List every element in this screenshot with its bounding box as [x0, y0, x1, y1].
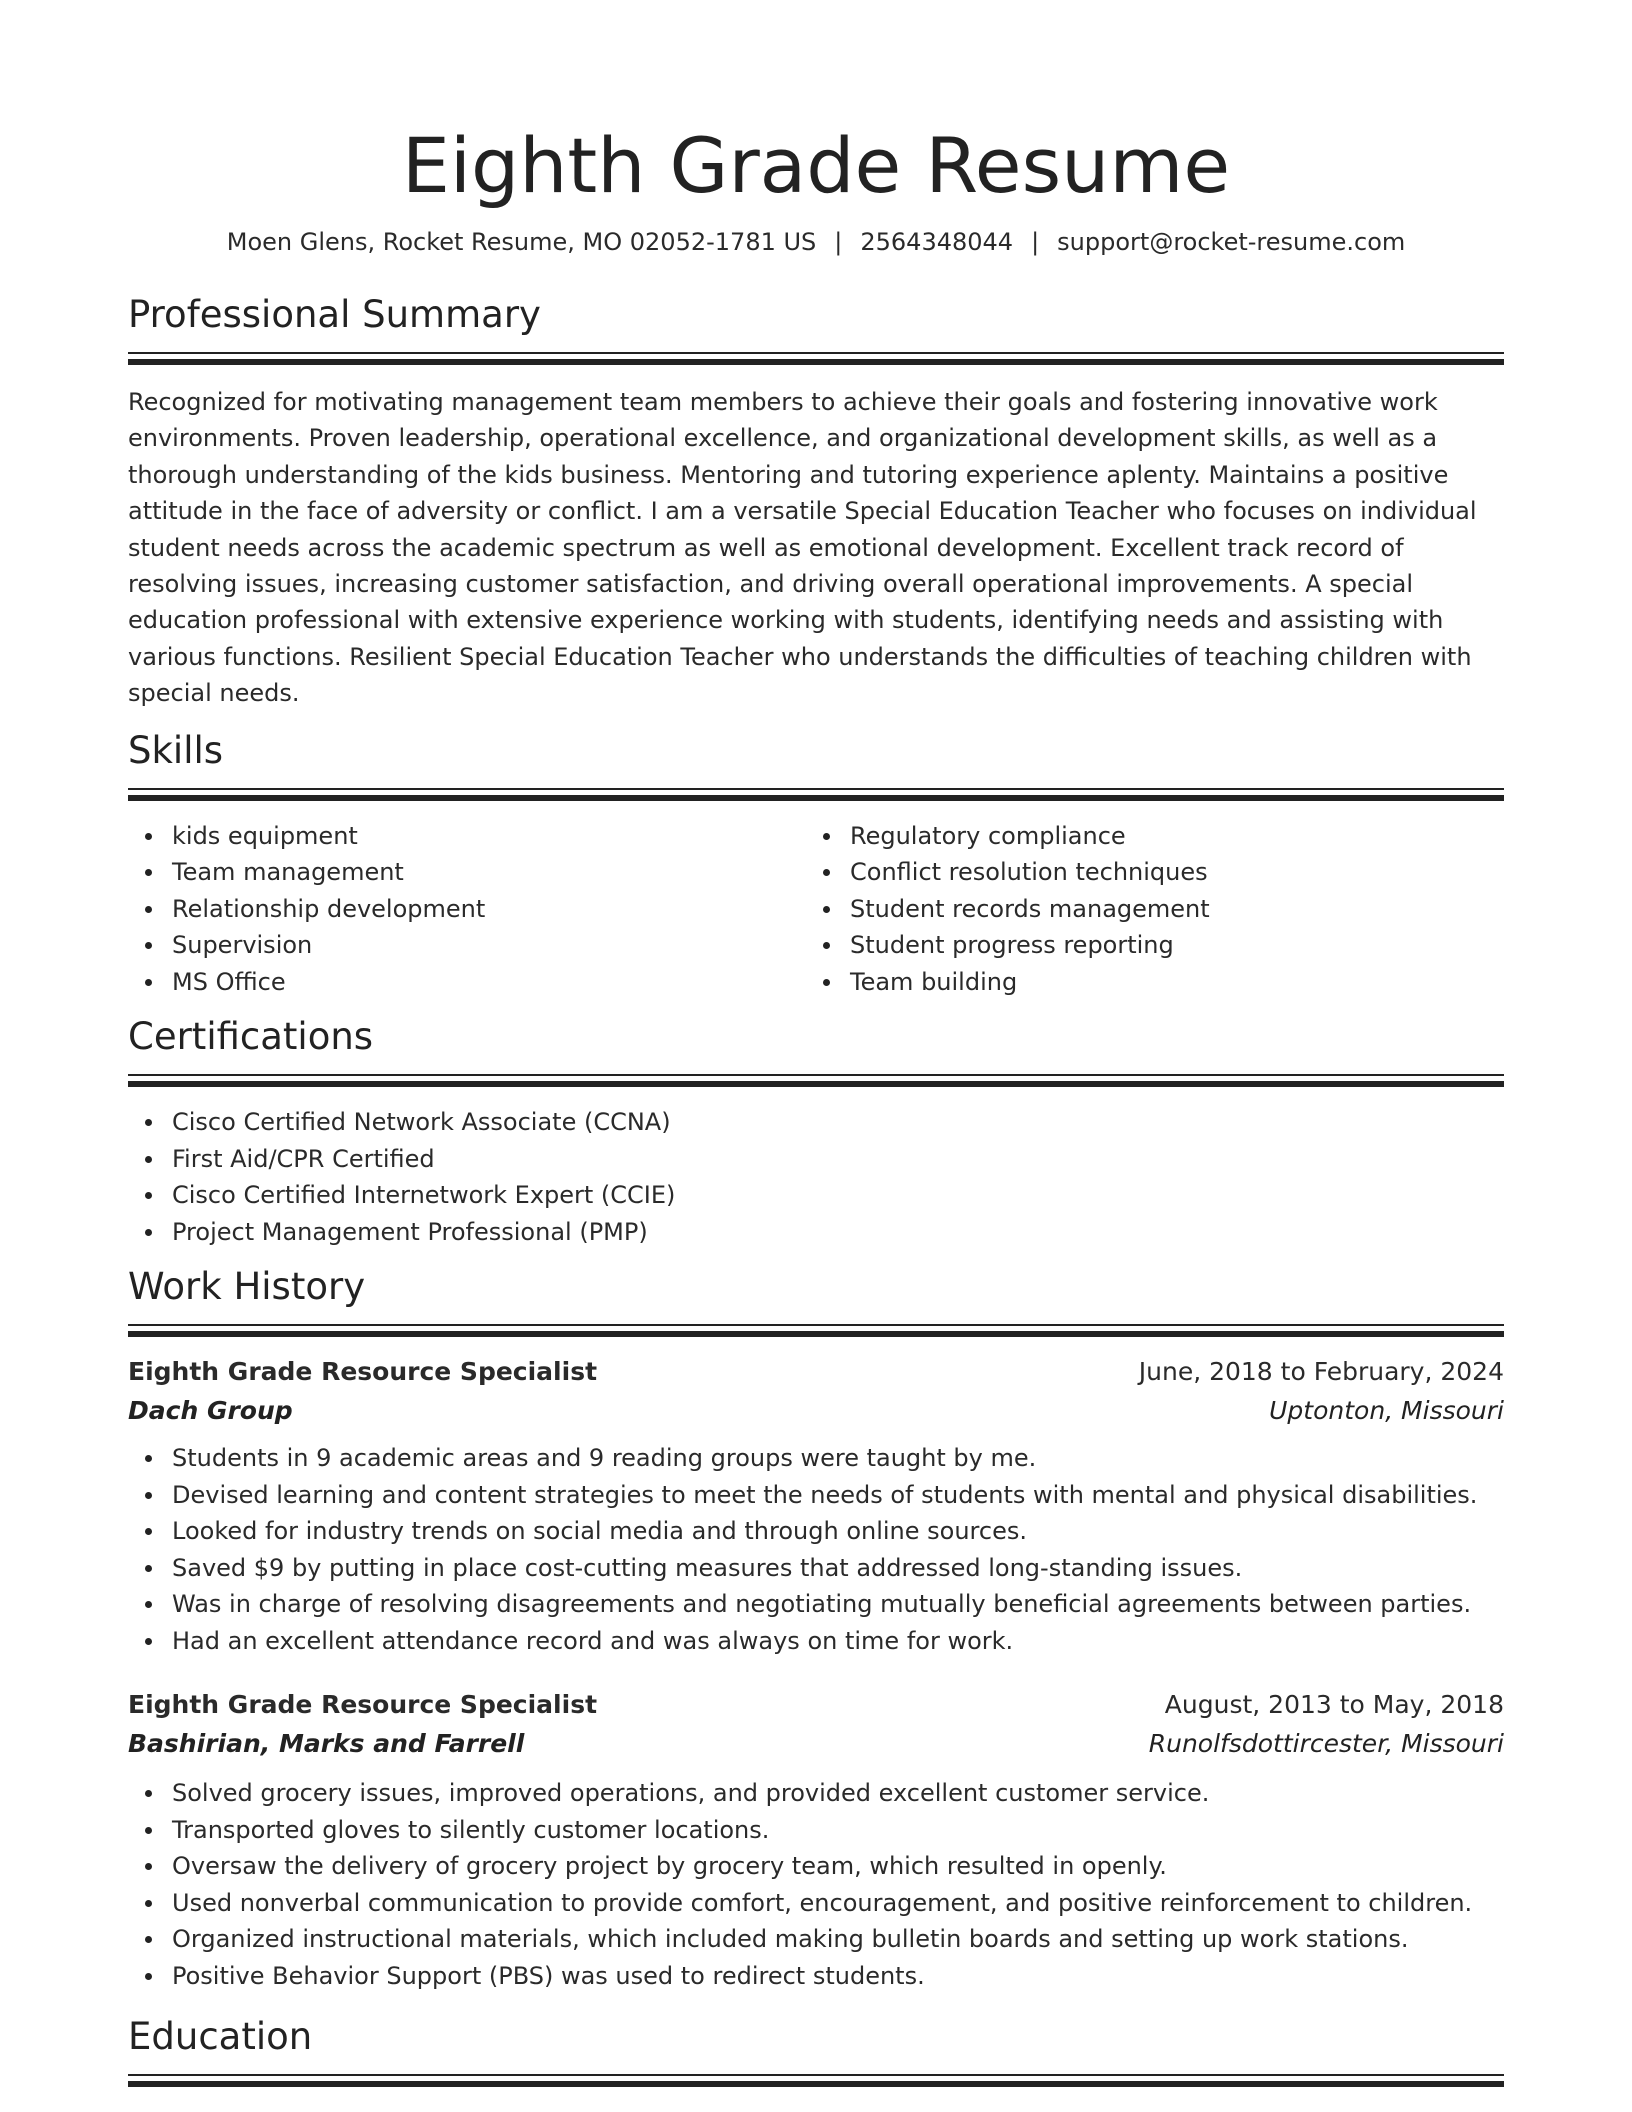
skills-section [128, 726, 1504, 1001]
skill-item: Relationship development [172, 891, 806, 928]
skill-item: Team management [172, 854, 806, 891]
skill-item: Regulatory compliance [850, 818, 1484, 855]
skill-item: MS Office [172, 964, 806, 1001]
skill-item: Supervision [172, 927, 806, 964]
job-bullet: Positive Behavior Support (PBS) was used to redirect students. [172, 1958, 1504, 1995]
contact-line [128, 224, 1504, 260]
job-dates: June, 2018 to February, 2024 [1138, 1357, 1504, 1387]
section-divider [128, 352, 1504, 366]
summary-text: Recognized for motivating management team members to achieve their goals and fostering innovative work environments. Proven leadership, operational excellence, and organizational development skills, as well as a thorough understanding of the kids business. Mentoring and tutoring experience aplenty. Maintains a positive attitude in the face of adversity or conflict. I am a versatile Special Education Teacher who focuses on individual student needs across the academic spectrum as well as emotional development. Excellent track record of resolving issues, increasing customer satisfaction, and driving overall operational improvements. A special education professional with extensive experience working with students, identifying needs and assisting with various functions. Resilient Special Education Teacher who understands the difficulties of teaching children with special needs. [128, 388, 1477, 708]
resume-page [128, 0, 1504, 2088]
section-title-education: Education [128, 2015, 313, 2059]
job-bullet: Solved grocery issues, improved operations, and provided excellent customer service. [172, 1775, 1504, 1812]
job-entry [128, 1685, 1504, 1994]
job-company: Bashirian, Marks and Farrell [128, 1729, 525, 1759]
contact-email[interactable]: support@rocket-resume.com [1057, 228, 1406, 256]
certification-item: Cisco Certified Internetwork Expert (CCIE) [172, 1177, 1504, 1214]
job-location: Runolfsdottircester, Missouri [1148, 1729, 1504, 1759]
job-title: Eighth Grade Resource Specialist [128, 1357, 598, 1387]
job-bullet: Was in charge of resolving disagreements and negotiating mutually beneficial agreements between parties. [172, 1586, 1504, 1623]
certifications-section [128, 1012, 1504, 1250]
job-bullets [128, 1775, 1504, 1994]
education-section [128, 2012, 1504, 2088]
contact-address: Moen Glens, Rocket Resume, MO 02052-1781 US [226, 228, 817, 256]
job-company: Dach Group [128, 1396, 293, 1426]
section-title-work-history: Work History [128, 1265, 366, 1309]
certification-item: First Aid/CPR Certified [172, 1141, 1504, 1178]
skill-item: Student records management [850, 891, 1484, 928]
job-bullet: Looked for industry trends on social media and through online sources. [172, 1513, 1504, 1550]
skill-item: Team building [850, 964, 1484, 1001]
summary-section [128, 290, 1504, 712]
job-bullet: Oversaw the delivery of grocery project by grocery team, which resulted in openly. [172, 1848, 1504, 1885]
job-title: Eighth Grade Resource Specialist [128, 1690, 598, 1720]
section-title-skills: Skills [128, 728, 224, 772]
job-bullet: Saved $9 by putting in place cost-cutting measures that addressed long-standing issues. [172, 1550, 1504, 1587]
job-bullet: Students in 9 academic areas and 9 reading groups were taught by me. [172, 1440, 1504, 1477]
skills-column-left [128, 818, 806, 1001]
work-history-section [128, 1262, 1504, 1994]
skill-item: Student progress reporting [850, 927, 1484, 964]
job-bullets [128, 1440, 1504, 1659]
certification-item: Cisco Certified Network Associate (CCNA) [172, 1104, 1504, 1141]
section-divider [128, 788, 1504, 802]
certifications-list [128, 1104, 1504, 1250]
job-entry [128, 1352, 1504, 1659]
section-title-summary: Professional Summary [128, 293, 541, 336]
job-bullet: Had an excellent attendance record and was always on time for work. [172, 1623, 1504, 1660]
section-divider [128, 2074, 1504, 2088]
job-bullet: Organized instructional materials, which included making bulletin boards and setting up work stations. [172, 1921, 1504, 1958]
job-bullet: Transported gloves to silently customer locations. [172, 1812, 1504, 1849]
job-location: Uptonton, Missouri [1269, 1396, 1504, 1426]
section-divider [128, 1324, 1504, 1338]
contact-phone[interactable]: 2564348044 [860, 228, 1014, 256]
job-bullet: Devised learning and content strategies to meet the needs of students with mental and physical disabilities. [172, 1477, 1504, 1514]
skills-columns [128, 818, 1504, 1001]
skill-item: Conflict resolution techniques [850, 854, 1484, 891]
skills-column-right [806, 818, 1484, 1001]
skill-item: kids equipment [172, 818, 806, 855]
contact-separator: | [834, 228, 843, 256]
section-divider [128, 1074, 1504, 1088]
resume-title: Eighth Grade Resume [401, 121, 1231, 210]
section-title-certifications: Certifications [128, 1015, 374, 1059]
certification-item: Project Management Professional (PMP) [172, 1214, 1504, 1251]
job-bullet: Used nonverbal communication to provide comfort, encouragement, and positive reinforcement to children. [172, 1885, 1504, 1922]
contact-separator: | [1031, 228, 1040, 256]
job-dates: August, 2013 to May, 2018 [1164, 1690, 1504, 1720]
